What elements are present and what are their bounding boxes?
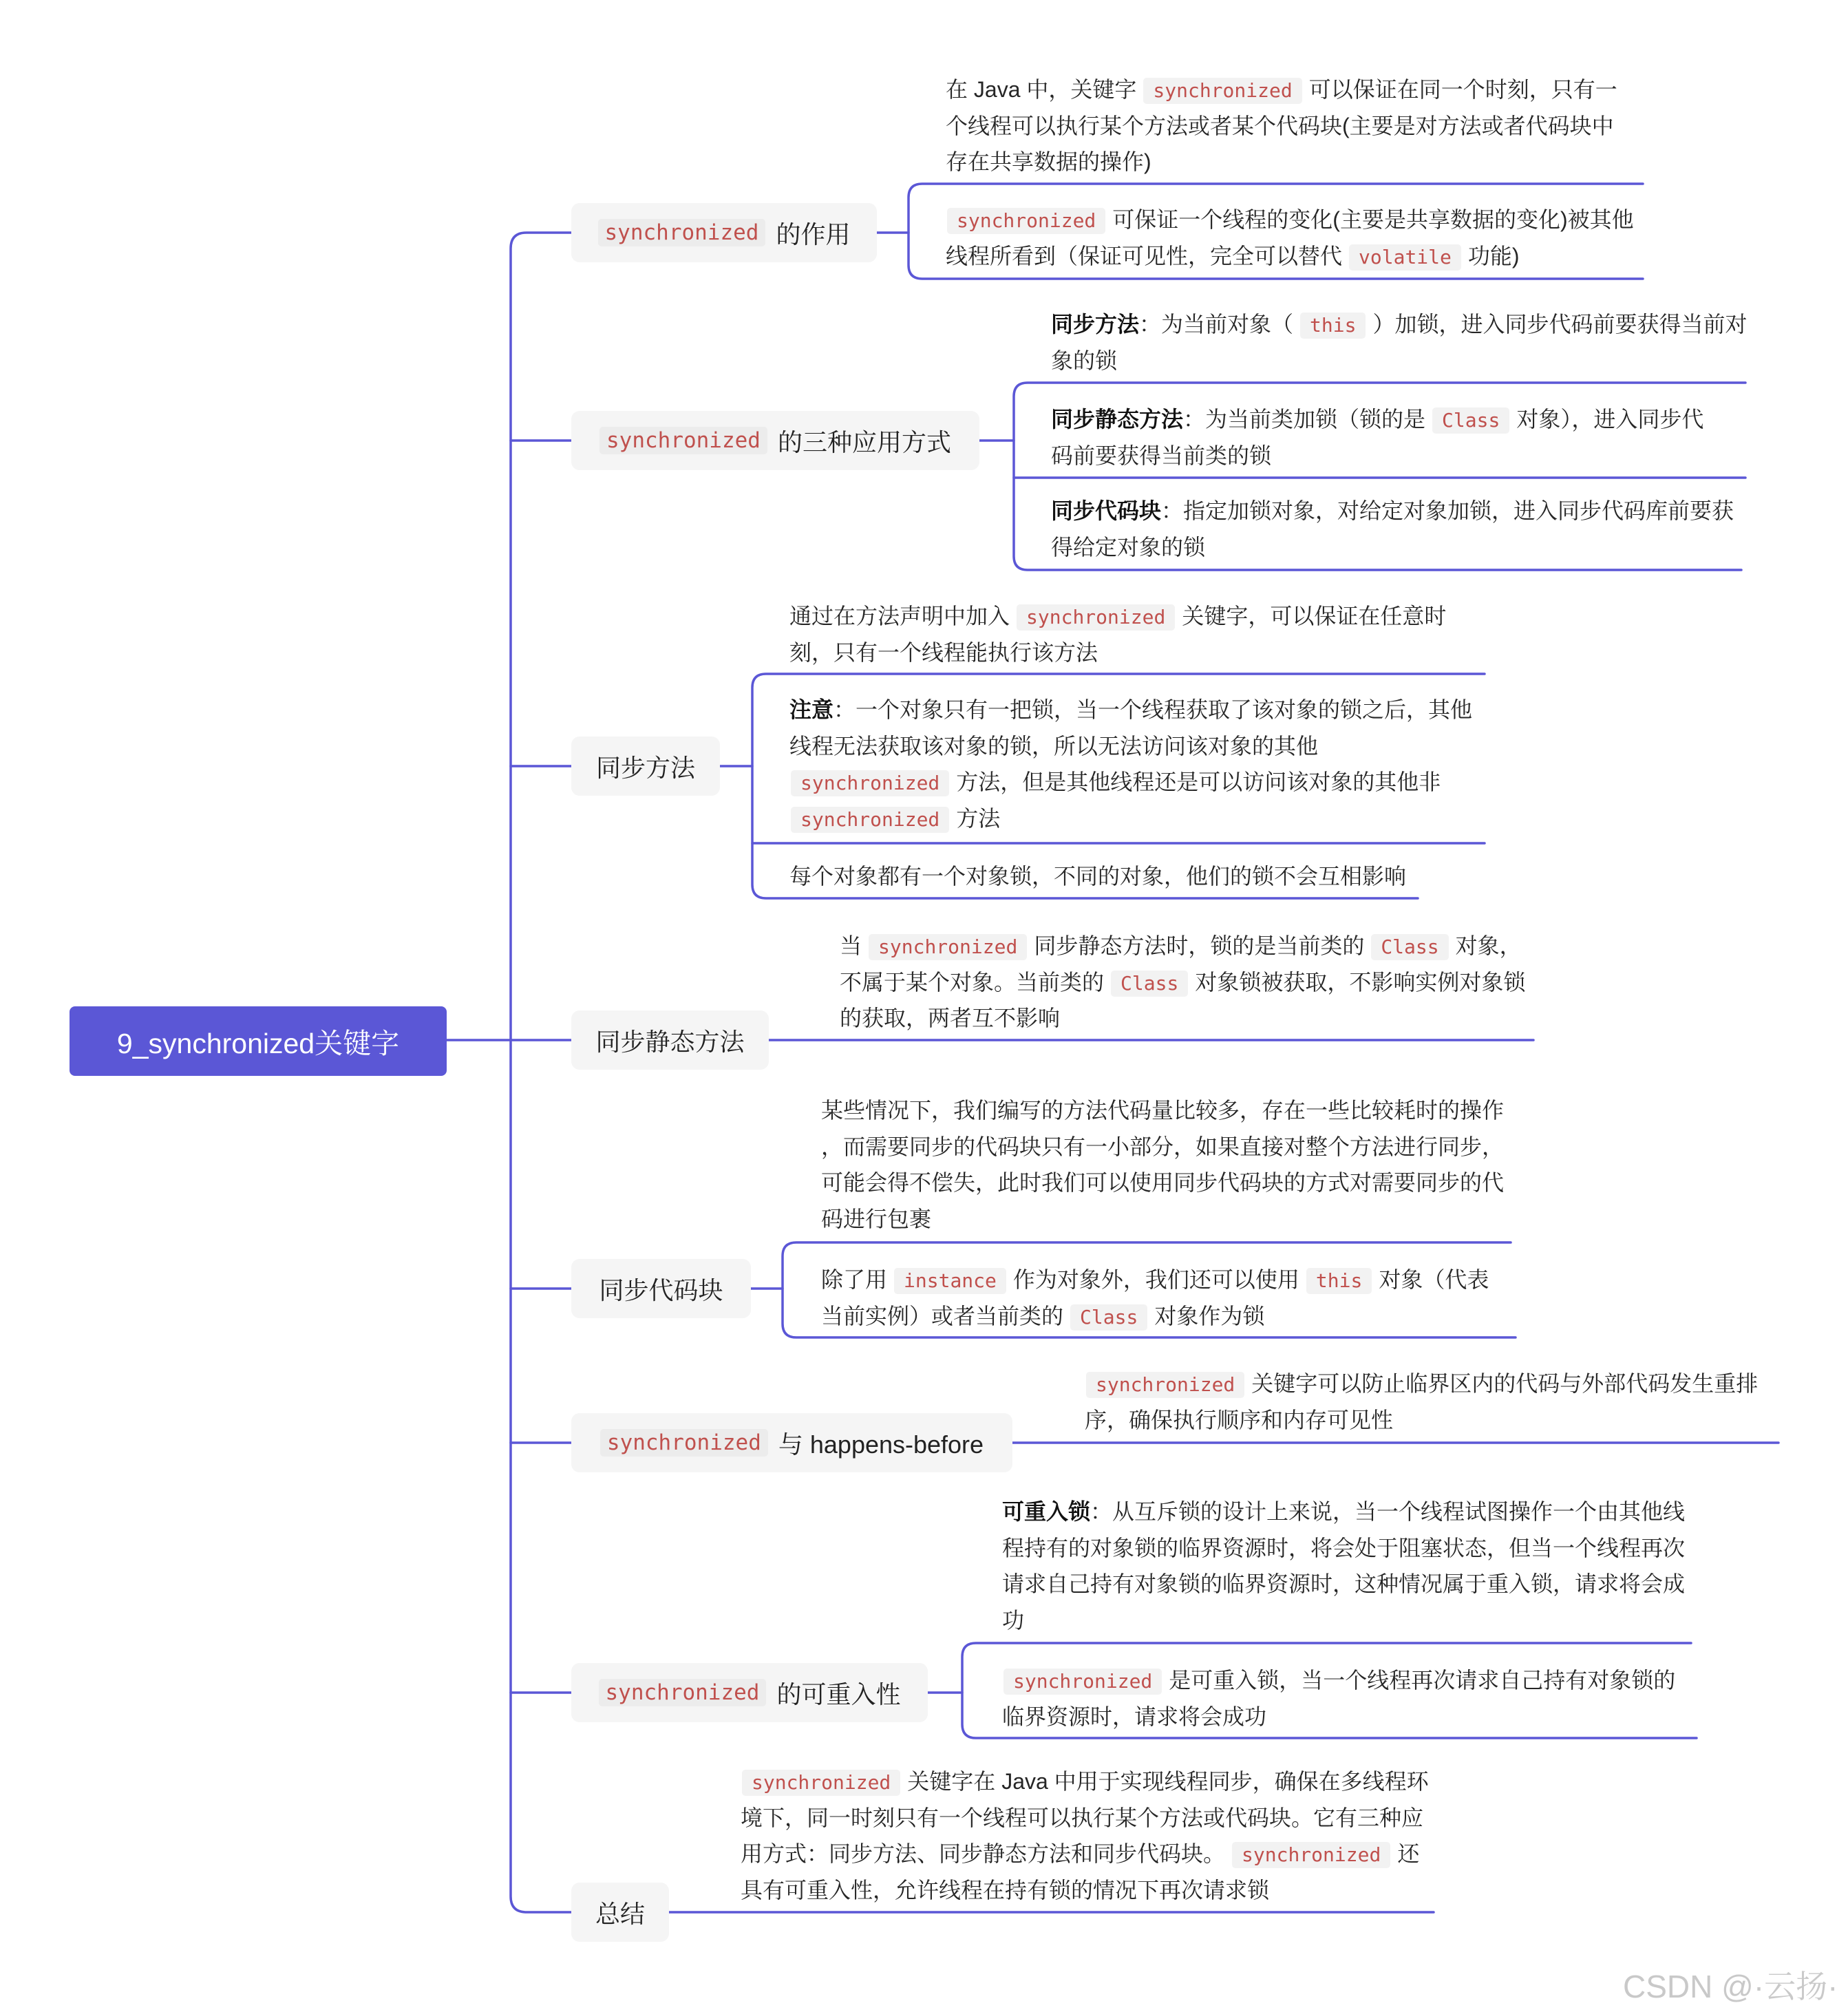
text-line: [1051, 493, 1734, 529]
code-span: Class: [1070, 1304, 1147, 1331]
bold-text: 同步静态方法: [1051, 407, 1184, 432]
leaf-note: [1051, 306, 1747, 379]
text-line: [789, 598, 1446, 635]
leaf-note: [789, 858, 1406, 895]
text-run: 关键字，可以保证在任意时: [1182, 604, 1447, 628]
text-run: 不属于某个对象。当前类的: [840, 969, 1105, 995]
text-line: [946, 72, 1617, 108]
leaf-note: [821, 1092, 1504, 1237]
text-run: 线程所看到（保证可见性，完全可以替代: [946, 243, 1343, 268]
text-run: 每个对象都有一个对象锁，不同的对象，他们的锁不会互相影响: [789, 864, 1407, 889]
text-line: [1051, 343, 1747, 379]
text-run: 序，确保执行顺序和内存可见性: [1085, 1407, 1394, 1432]
text-run: 除了用: [821, 1267, 888, 1292]
text-line: [821, 1092, 1504, 1129]
text-line: [741, 1800, 1429, 1836]
text-line: [1051, 438, 1703, 474]
text-line: [840, 928, 1525, 964]
text-run: 用方式：同步方法、同步静态方法和同步代码块。: [741, 1841, 1226, 1866]
text-run: 的三种应用方式: [777, 427, 951, 456]
leaf-note: [789, 598, 1446, 670]
leaf-note: [1051, 401, 1703, 474]
text-run: 关键字可以防止临界区内的代码与外部代码发生重排: [1251, 1371, 1759, 1396]
code-span: Class: [1111, 971, 1188, 997]
bold-text: 注意: [789, 697, 834, 722]
topic-summary[interactable]: [571, 1883, 669, 1942]
code-span: synchronized: [599, 427, 767, 454]
text-run: 个线程可以执行某个方法或者某个代码块(主要是对方法或者代码块中: [946, 113, 1614, 138]
text-line: [741, 1872, 1429, 1909]
text-line: [1051, 306, 1747, 343]
code-span: this: [1300, 313, 1366, 339]
text-run: 还: [1397, 1841, 1420, 1866]
text-line: [821, 1201, 1504, 1238]
text-line: [1002, 1662, 1675, 1699]
leaf-note: [1002, 1662, 1675, 1735]
leaf-note: [1051, 493, 1734, 565]
text-run: 在 Java 中，关键字: [946, 77, 1137, 102]
text-run: 可保证一个线程的变化(主要是共享数据的变化)被其他: [1112, 207, 1634, 232]
text-line: [1002, 1566, 1685, 1602]
text-run: 与 happens-before: [778, 1430, 984, 1459]
text-run: ：一个对象只有一把锁，当一个线程获取了该对象的锁之后，其他: [833, 697, 1473, 722]
bold-text: 同步方法: [1051, 312, 1140, 337]
text-run: 的获取，两者互不影响: [840, 1006, 1061, 1030]
bold-text: 可重入锁: [1002, 1499, 1091, 1524]
text-run: 总结: [595, 1899, 645, 1928]
text-line: [789, 801, 1472, 837]
code-span: Class: [1371, 934, 1448, 960]
text-run: 通过在方法声明中加入: [789, 604, 1010, 628]
text-run: 功能): [1467, 243, 1520, 268]
text-run: 临界资源时，请求将会成功: [1002, 1704, 1267, 1729]
text-line: [789, 728, 1472, 765]
code-span: Class: [1432, 407, 1509, 434]
leaf-note: [1085, 1366, 1758, 1438]
text-line: [741, 1836, 1429, 1872]
leaf-note: [1002, 1494, 1685, 1638]
text-run: 是可重入锁，当一个线程再次请求自己持有对象锁的: [1169, 1668, 1676, 1693]
code-span: this: [1306, 1268, 1372, 1294]
text-run: ：从互斥锁的设计上来说，当一个线程试图操作一个由其他线: [1090, 1499, 1686, 1524]
text-run: 同步代码块: [599, 1275, 723, 1304]
text-run: 对象作为锁: [1154, 1303, 1265, 1328]
code-span: synchronized: [869, 934, 1027, 960]
text-run: 码进行包裹: [821, 1206, 932, 1231]
topic-role[interactable]: [571, 203, 877, 262]
leaf-note: [840, 928, 1525, 1037]
topic-sync-static-method[interactable]: [571, 1010, 769, 1070]
text-run: 对象），进入同步代: [1516, 407, 1704, 432]
main-spine: [511, 233, 571, 1912]
text-line: [821, 1129, 1504, 1165]
text-run: ：为当前类加锁（锁的是: [1183, 407, 1426, 432]
text-line: [1051, 401, 1703, 438]
topic-three-usages[interactable]: [571, 411, 979, 470]
code-span: synchronized: [600, 1429, 768, 1457]
text-line: [789, 635, 1446, 671]
code-span: synchronized: [1232, 1842, 1390, 1868]
text-run: 具有可重入性，允许线程在持有锁的情况下再次请求锁: [741, 1877, 1270, 1903]
text-line: [1085, 1366, 1758, 1402]
text-run: 功: [1002, 1607, 1025, 1633]
topic-reentrancy[interactable]: [571, 1663, 928, 1722]
leaf-note: [789, 692, 1472, 836]
leaf-note: [946, 72, 1617, 180]
text-run: 存在共享数据的操作): [946, 149, 1151, 174]
code-span: synchronized: [1143, 78, 1302, 104]
text-run: 作为对象外，我们还可以使用: [1012, 1267, 1299, 1292]
text-run: 可以保证在同一个时刻，只有一: [1308, 77, 1617, 102]
text-line: [1002, 1494, 1685, 1530]
leaf-note: [821, 1262, 1489, 1334]
text-run: 同步静态方法: [595, 1027, 745, 1056]
text-line: [946, 144, 1617, 180]
code-span: volatile: [1349, 244, 1461, 271]
text-run: ：为当前对象（: [1139, 312, 1294, 337]
code-span: synchronized: [1086, 1372, 1244, 1398]
text-line: [946, 108, 1617, 145]
text-line: [789, 858, 1406, 895]
code-span: synchronized: [599, 1679, 767, 1706]
text-line: [741, 1764, 1429, 1800]
topic-sync-method[interactable]: [571, 737, 720, 796]
text-line: [789, 764, 1472, 801]
text-run: 当: [840, 933, 862, 958]
watermark: CSDN @·云扬·: [1623, 1969, 1838, 2004]
text-run: 对象锁被获取，不影响实例对象锁: [1195, 969, 1526, 995]
text-run: ：指定加锁对象，对给定对象加锁，进入同步代码库前要获: [1161, 498, 1734, 523]
text-run: 得给定对象的锁: [1051, 534, 1206, 560]
text-run: 同步方法: [595, 753, 695, 782]
topic-happens-before[interactable]: [571, 1413, 1012, 1472]
text-run: 同步静态方法时，锁的是当前类的: [1034, 933, 1365, 958]
text-line: [821, 1298, 1489, 1335]
text-run: 方法: [956, 805, 1001, 831]
code-span: instance: [894, 1268, 1006, 1294]
root-topic[interactable]: 9_synchronized关键字: [70, 1006, 447, 1076]
leaf-note: [741, 1764, 1429, 1908]
code-span: synchronized: [791, 807, 949, 833]
text-line: [1002, 1530, 1685, 1567]
text-line: [1002, 1699, 1675, 1735]
bold-text: 同步代码块: [1051, 498, 1162, 523]
text-run: 境下，同一时刻只有一个线程可以执行某个方法或代码块。它有三种应: [741, 1805, 1424, 1830]
text-run: 关键字在 Java 中用于实现线程同步，确保在多线程环: [907, 1769, 1429, 1794]
leaf-note: [946, 202, 1634, 274]
code-span: synchronized: [742, 1770, 900, 1796]
text-line: [840, 1000, 1525, 1037]
text-run: 某些情况下，我们编写的方法代码量比较多，存在一些比较耗时的操作: [821, 1098, 1505, 1123]
text-line: [840, 964, 1525, 1001]
text-line: [821, 1165, 1504, 1201]
text-run: ，而需要同步的代码块只有一小部分，如果直接对整个方法进行同步，: [821, 1134, 1505, 1159]
text-line: [1085, 1402, 1758, 1439]
text-line: [1051, 529, 1734, 566]
text-run: 可能会得不偿失，此时我们可以使用同步代码块的方式对需要同步的代: [821, 1170, 1505, 1195]
text-line: [946, 238, 1634, 275]
text-line: [789, 692, 1472, 728]
text-run: 对象（代表: [1379, 1267, 1489, 1292]
text-run: 对象，: [1455, 933, 1522, 958]
topic-sync-block[interactable]: [571, 1259, 751, 1318]
text-run: 的作用: [776, 220, 851, 248]
text-run: 象的锁: [1051, 348, 1118, 373]
code-span: synchronized: [947, 208, 1105, 234]
text-run: 线程无法获取该对象的锁，所以无法访问该对象的其他: [789, 733, 1319, 759]
text-run: 码前要获得当前类的锁: [1051, 443, 1272, 468]
code-span: synchronized: [1017, 604, 1175, 631]
code-span: synchronized: [791, 770, 949, 796]
text-line: [1002, 1602, 1685, 1639]
text-line: [946, 202, 1634, 238]
text-run: 程持有的对象锁的临界资源时，将会处于阻塞状态，但当一个线程再次: [1002, 1535, 1686, 1560]
text-run: ）加锁，进入同步代码前要获得当前对: [1372, 312, 1748, 337]
text-run: 当前实例）或者当前类的: [821, 1303, 1064, 1328]
text-run: 方法，但是其他线程还是可以访问该对象的其他非: [956, 770, 1441, 794]
text-run: 请求自己持有对象锁的临界资源时，这种情况属于重入锁，请求将会成: [1002, 1571, 1686, 1596]
text-line: [821, 1262, 1489, 1298]
text-run: 的可重入性: [776, 1680, 901, 1708]
code-span: synchronized: [1003, 1669, 1162, 1695]
code-span: synchronized: [598, 219, 766, 246]
text-run: 刻，只有一个线程能执行该方法: [789, 639, 1098, 665]
